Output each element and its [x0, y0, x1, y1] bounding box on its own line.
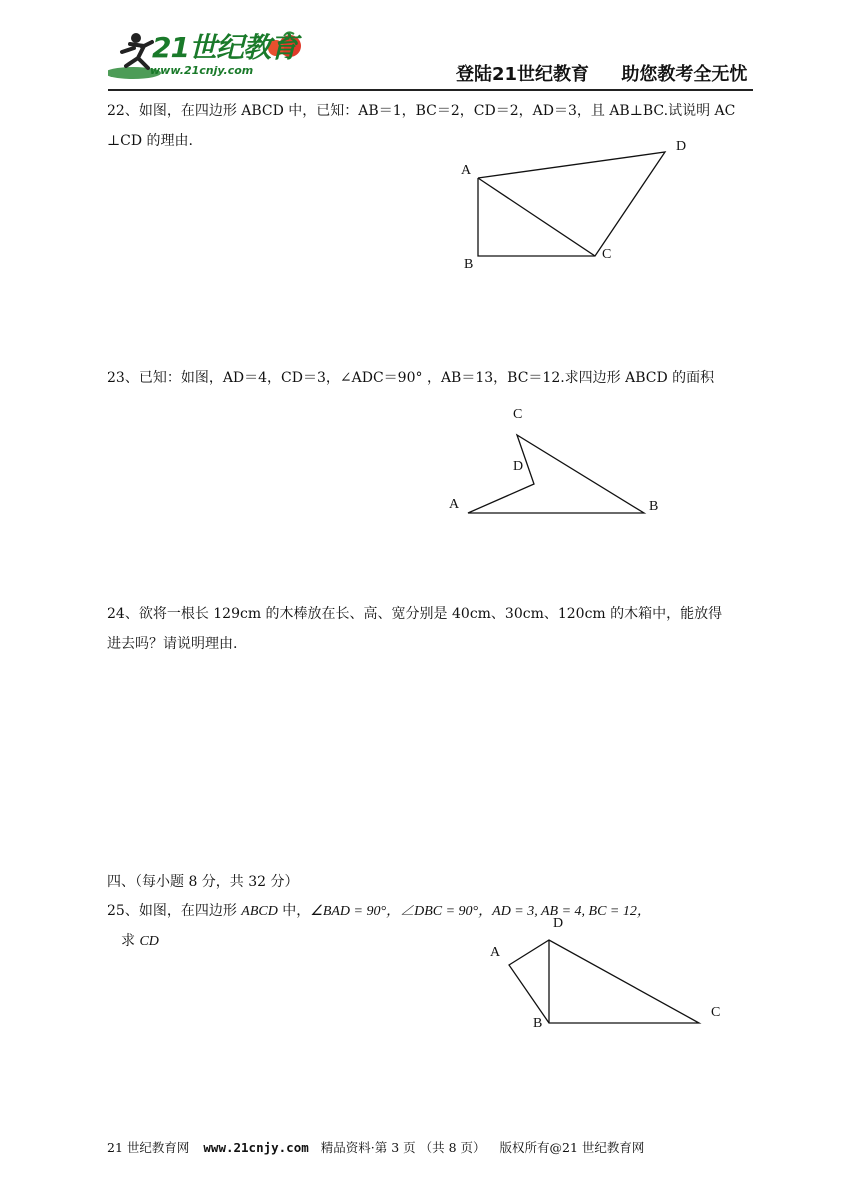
- question-24-line2: 进去吗？请说明理由.: [107, 636, 238, 652]
- q25-quad: ABCD: [241, 904, 278, 919]
- fig25-label-b: B: [533, 1016, 543, 1031]
- fig22-label-a: A: [461, 163, 472, 178]
- fig23-outline: [468, 435, 644, 513]
- header-title-right: 助您教考全无忧: [621, 64, 748, 85]
- fig25-label-c: C: [711, 1005, 721, 1020]
- fig25-label-d: D: [553, 916, 564, 931]
- fig22-diagonal-ac: [478, 178, 595, 256]
- q25-conditions: ∠BAD = 90°，∠DBC = 90°，AD = 3, AB = 4, BC = 12，: [310, 904, 651, 919]
- logo-text: 21世纪教育: [152, 31, 297, 64]
- fig25-outline: [509, 940, 699, 1023]
- figure-22: [450, 130, 710, 280]
- figure-23: [440, 400, 680, 520]
- fig23-label-c: C: [513, 407, 523, 422]
- fig23-label-a: A: [449, 497, 460, 512]
- q25-prefix: 25、如图，在四边形: [107, 903, 242, 919]
- fig22-label-b: B: [464, 257, 474, 272]
- q25-ask-var: CD: [139, 934, 159, 949]
- footer-url-link[interactable]: www.21cnjy.com: [203, 1140, 309, 1155]
- fig25-label-a: A: [490, 945, 501, 960]
- figure-25: [480, 910, 740, 1035]
- header-rule: [108, 89, 753, 91]
- page-footer: [107, 1138, 644, 1156]
- q25-ask-prefix: 求: [121, 933, 140, 949]
- fig22-label-c: C: [602, 247, 612, 262]
- footer-copyright: 版权所有@21 世纪教育网: [499, 1140, 645, 1155]
- logo-url: www.21cnjy.com: [150, 64, 254, 77]
- header-slogan: [456, 60, 747, 86]
- question-23-line1: 23、已知：如图，AD＝4，CD＝3，∠ADC＝90° ，AB＝13，BC＝12.求四边形 ABCD 的面积: [107, 370, 715, 386]
- fig23-label-d: D: [513, 459, 524, 474]
- fig23-label-b: B: [649, 499, 659, 514]
- question-24-line1: 24、欲将一根长 129cm 的木棒放在长、高、宽分别是 40cm、30cm、120cm 的木箱中，能放得: [107, 606, 723, 622]
- page-header: [0, 0, 860, 95]
- section-4-heading: 四、（每小题 8 分，共 32 分）: [107, 874, 299, 890]
- fig22-label-d: D: [676, 139, 687, 154]
- footer-site: 21 世纪教育网: [107, 1140, 190, 1155]
- footer-page-info: 精品资料·第 3 页 （共 8 页）: [320, 1140, 486, 1155]
- question-22-line1: 22、如图，在四边形 ABCD 中，已知：AB＝1，BC＝2，CD＝2，AD＝3，且 AB⊥BC.试说明 AC: [107, 103, 736, 119]
- question-25-line2: [121, 926, 159, 957]
- q25-mid: 中，: [277, 903, 311, 919]
- question-22-line2: ⊥CD 的理由.: [107, 133, 194, 149]
- header-title-left: 登陆21世纪教育: [456, 64, 590, 85]
